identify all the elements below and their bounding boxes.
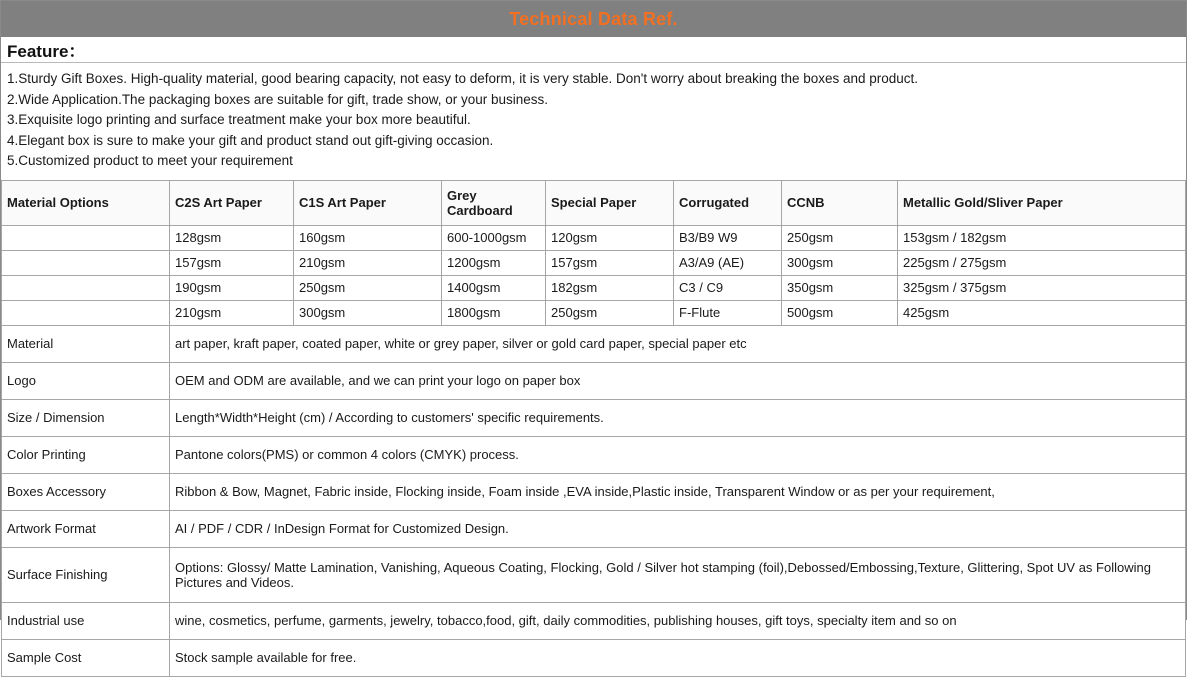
feature-line: 1.Sturdy Gift Boxes. High-quality material, good bearing capacity, not easy to deform, it is very stable. Don't worry about breaking the boxes and product. bbox=[7, 71, 919, 86]
row-value-artwork-format: AI / PDF / CDR / InDesign Format for Customized Design. bbox=[170, 510, 1186, 547]
detail-row-industrial-use bbox=[2, 602, 1186, 639]
row-value-color-printing: Pantone colors(PMS) or common 4 colors (CMYK) process. bbox=[170, 436, 1186, 473]
cell-grey: 1800gsm bbox=[442, 300, 546, 325]
cell-metallic: 225gsm / 275gsm bbox=[898, 250, 1186, 275]
cell-c1s: 160gsm bbox=[294, 225, 442, 250]
cell-corrugated: B3/B9 W9 bbox=[674, 225, 782, 250]
row-label-material: Material bbox=[2, 325, 170, 362]
cell-metallic: 425gsm bbox=[898, 300, 1186, 325]
feature-line: 4.Elegant box is sure to make your gift and product stand out gift-giving occasion. bbox=[7, 132, 494, 148]
cell-c1s: 250gsm bbox=[294, 275, 442, 300]
detail-row-surface-finishing bbox=[2, 547, 1186, 602]
feature-line: 2.Wide Application.The packaging boxes are suitable for gift, trade show, or your business. bbox=[7, 91, 549, 107]
cell-blank bbox=[2, 225, 170, 250]
row-value-material: art paper, kraft paper, coated paper, white or grey paper, silver or gold card paper, special paper etc bbox=[170, 325, 1186, 362]
feature-line: 5.Customized product to meet your requirement bbox=[7, 153, 293, 168]
row-value-surface-finishing: Options: Glossy/ Matte Lamination, Vanishing, Aqueous Coating, Flocking, Gold / Silver hot stamping (foil),Debossed/Embossing,Texture, Glittering, Spot UV as Following Pictures and Videos. bbox=[170, 547, 1186, 602]
detail-row-sample-cost bbox=[2, 639, 1186, 676]
row-label-industrial-use: Industrial use bbox=[2, 602, 170, 639]
cell-metallic: 325gsm / 375gsm bbox=[898, 275, 1186, 300]
cell-c2s: 128gsm bbox=[170, 225, 294, 250]
row-label-surface-finishing: Surface Finishing bbox=[2, 547, 170, 602]
cell-c1s: 210gsm bbox=[294, 250, 442, 275]
row-value-sample-cost: Stock sample available for free. bbox=[170, 639, 1186, 676]
cell-blank bbox=[2, 275, 170, 300]
feature-list bbox=[1, 63, 1186, 176]
cell-ccnb: 300gsm bbox=[782, 250, 898, 275]
cell-c1s: 300gsm bbox=[294, 300, 442, 325]
detail-row-boxes-accessory bbox=[2, 473, 1186, 510]
cell-special: 250gsm bbox=[546, 300, 674, 325]
cell-grey: 600-1000gsm bbox=[442, 225, 546, 250]
cell-metallic: 153gsm / 182gsm bbox=[898, 225, 1186, 250]
row-label-color-printing: Color Printing bbox=[2, 436, 170, 473]
cell-c2s: 157gsm bbox=[170, 250, 294, 275]
cell-ccnb: 500gsm bbox=[782, 300, 898, 325]
cell-blank bbox=[2, 300, 170, 325]
cell-blank bbox=[2, 250, 170, 275]
cell-ccnb: 250gsm bbox=[782, 225, 898, 250]
feature-line: 3.Exquisite logo printing and surface treatment make your box more beautiful. bbox=[7, 112, 471, 127]
row-label-logo: Logo bbox=[2, 362, 170, 399]
cell-special: 182gsm bbox=[546, 275, 674, 300]
cell-corrugated: A3/A9 (AE) bbox=[674, 250, 782, 275]
row-label-size-dimension: Size / Dimension bbox=[2, 399, 170, 436]
table-header-row bbox=[2, 180, 1186, 225]
page-title: Technical Data Ref. bbox=[509, 8, 678, 29]
row-value-logo: OEM and ODM are available, and we can print your logo on paper box bbox=[170, 362, 1186, 399]
detail-row-size-dimension bbox=[2, 399, 1186, 436]
cell-special: 157gsm bbox=[546, 250, 674, 275]
cell-special: 120gsm bbox=[546, 225, 674, 250]
column-header-material-options: Material Options bbox=[2, 180, 170, 225]
row-label-sample-cost: Sample Cost bbox=[2, 639, 170, 676]
column-header-special-paper: Special Paper bbox=[546, 180, 674, 225]
cell-c2s: 210gsm bbox=[170, 300, 294, 325]
column-header-c2s-art-paper: C2S Art Paper bbox=[170, 180, 294, 225]
cell-corrugated: C3 / C9 bbox=[674, 275, 782, 300]
detail-row-material bbox=[2, 325, 1186, 362]
column-header-c1s-art-paper: C1S Art Paper bbox=[294, 180, 442, 225]
column-header-ccnb: CCNB bbox=[782, 180, 898, 225]
table-row bbox=[2, 250, 1186, 275]
row-label-artwork-format: Artwork Format bbox=[2, 510, 170, 547]
cell-grey: 1400gsm bbox=[442, 275, 546, 300]
detail-row-artwork-format bbox=[2, 510, 1186, 547]
column-header-metallic-paper: Metallic Gold/Sliver Paper bbox=[898, 180, 1186, 225]
row-value-size-dimension: Length*Width*Height (cm) / According to customers' specific requirements. bbox=[170, 399, 1186, 436]
column-header-corrugated: Corrugated bbox=[674, 180, 782, 225]
cell-c2s: 190gsm bbox=[170, 275, 294, 300]
table-row bbox=[2, 275, 1186, 300]
cell-ccnb: 350gsm bbox=[782, 275, 898, 300]
row-label-boxes-accessory: Boxes Accessory bbox=[2, 473, 170, 510]
feature-heading-label: Feature： bbox=[7, 42, 86, 61]
table-row bbox=[2, 225, 1186, 250]
specification-table bbox=[1, 180, 1186, 677]
table-row bbox=[2, 300, 1186, 325]
feature-heading bbox=[1, 37, 1186, 63]
detail-row-logo bbox=[2, 362, 1186, 399]
row-value-industrial-use: wine, cosmetics, perfume, garments, jewelry, tobacco,food, gift, daily commodities, publishing houses, gift toys, specialty item and so on bbox=[170, 602, 1186, 639]
title-bar bbox=[1, 1, 1186, 37]
row-value-boxes-accessory: Ribbon & Bow, Magnet, Fabric inside, Flocking inside, Foam inside ,EVA inside,Plastic inside, Transparent Window or as per your requirement, bbox=[170, 473, 1186, 510]
cell-grey: 1200gsm bbox=[442, 250, 546, 275]
detail-row-color-printing bbox=[2, 436, 1186, 473]
cell-corrugated: F-Flute bbox=[674, 300, 782, 325]
column-header-grey-cardboard: Grey Cardboard bbox=[442, 180, 546, 225]
